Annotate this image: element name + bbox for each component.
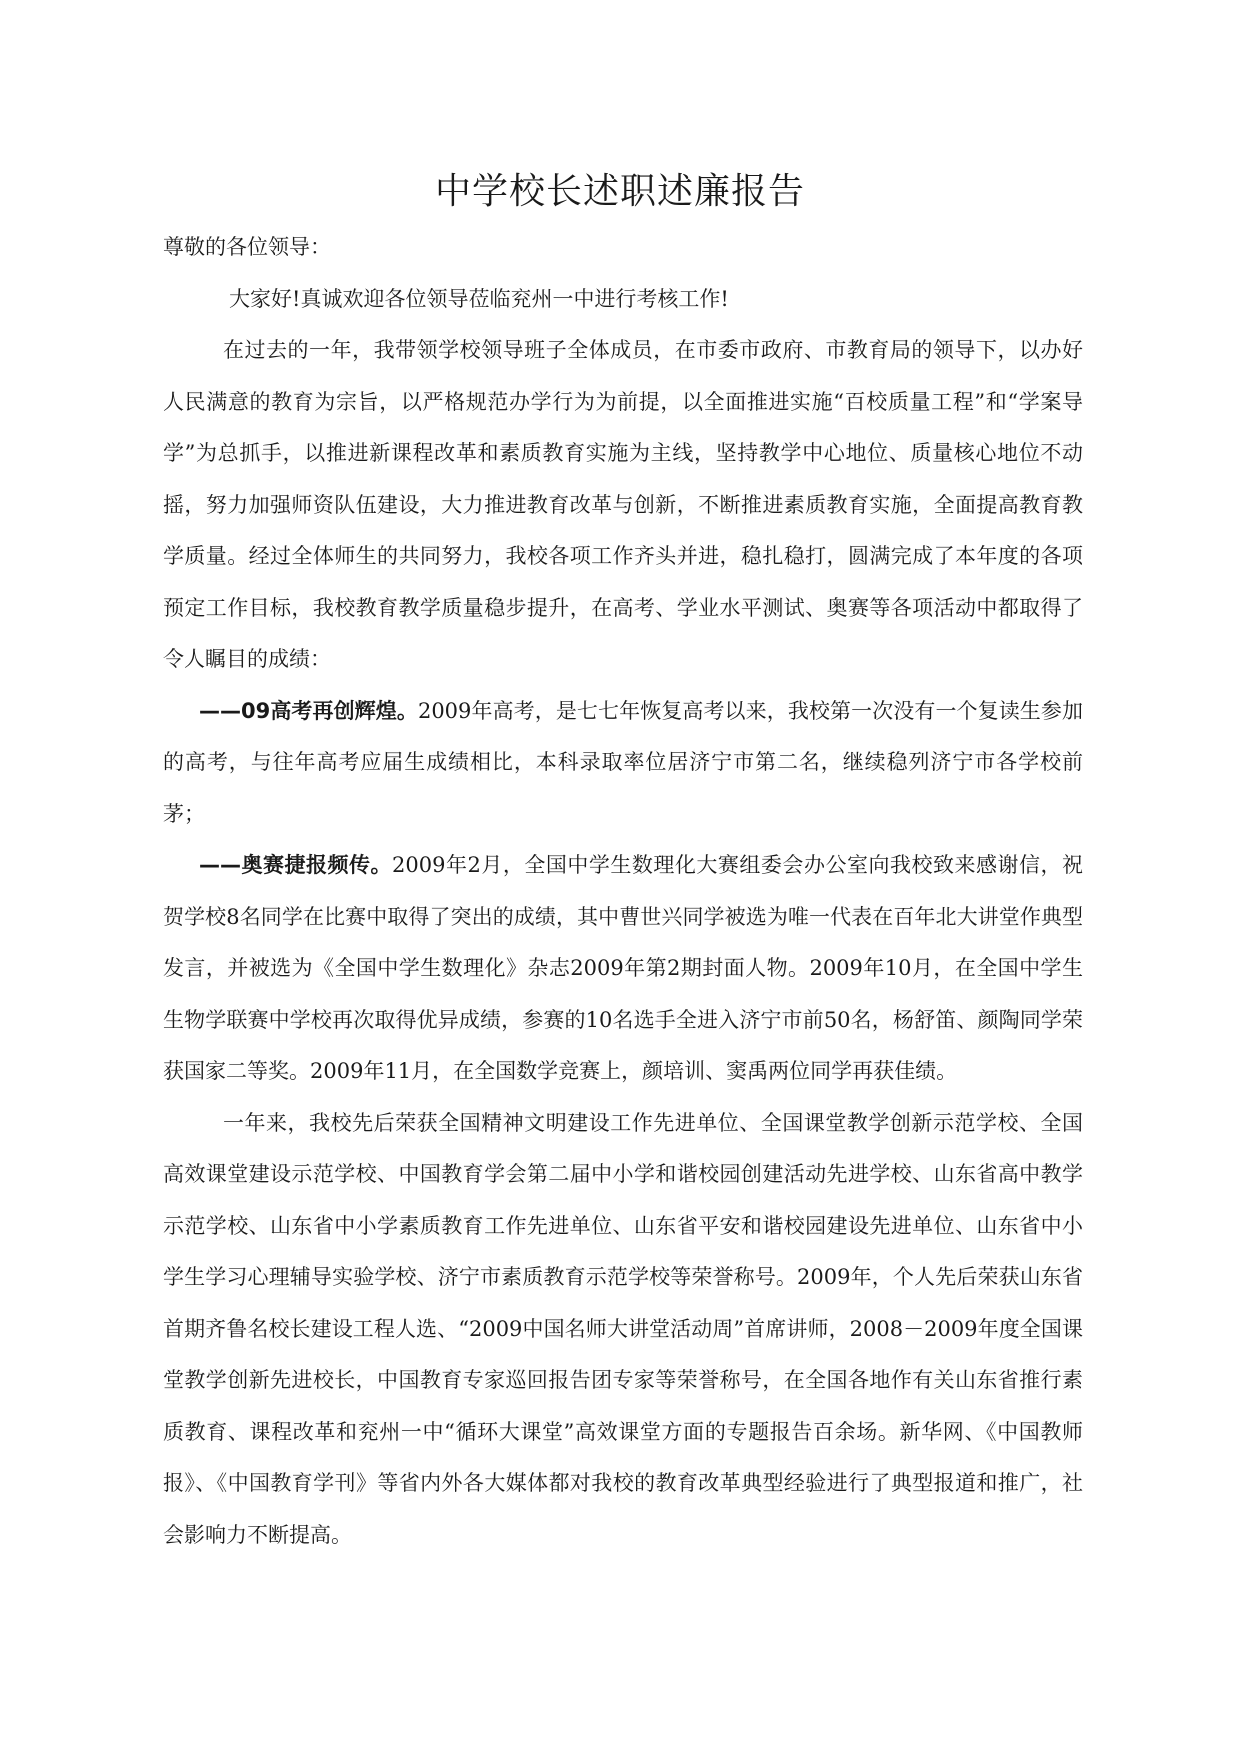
olympiad-heading: ——奥赛捷报频传。 — [199, 853, 393, 877]
honors-paragraph: 一年来，我校先后荣获全国精神文明建设工作先进单位、全国课堂教学创新示范学校、全国高效课堂建设示范学校、中国教育学会第二届中小学和谐校园创建活动先进学校、山东省高中教学示范学校、山东省中小学素质教育工作先进单位、山东省平安和谐校园建设先进单位、山东省中小学生学习心理辅导实验学校、济宁市素质教育示范学校等荣誉称号。2009年，个人先后荣获山东省首期齐鲁名校长建设工程人选、“2009中国名师大讲堂活动周”首席讲师，2008－2009年度全国课堂教学创新先进校长，中国教育专家巡回报告团专家等荣誉称号，在全国各地作有关山东省推行素质教育、课程改革和兖州一中“循环大课堂”高效课堂方面的专题报告百余场。新华网、《中国教师报》、《中国教育学刊》等省内外各大媒体都对我校的教育改革典型经验进行了典型报道和推广，社会影响力不断提高。 — [163, 1110, 1083, 1547]
document-body — [163, 222, 1083, 1561]
intro-paragraph: 在过去的一年，我带领学校领导班子全体成员，在市委市政府、市教育局的领导下，以办好人民满意的教育为宗旨，以严格规范办学行为为前提，以全面推进实施“百校质量工程”和“学案导学”为总抓手，以推进新课程改革和素质教育实施为主线，坚持教学中心地位、质量核心地位不动摇，努力加强师资队伍建设，大力推进教育改革与创新，不断推进素质教育实施，全面提高教育教学质量。经过全体师生的共同努力，我校各项工作齐头并进，稳扎稳打，圆满完成了本年度的各项预定工作目标，我校教育教学质量稳步提升，在高考、学业水平测试、奥赛等各项活动中都取得了令人瞩目的成绩： — [163, 338, 1083, 671]
salutation: 尊敬的各位领导： — [163, 235, 331, 259]
greeting-paragraph: 大家好!真诚欢迎各位领导莅临兖州一中进行考核工作! — [229, 286, 729, 311]
document-title: 中学校长述职述廉报告 — [434, 171, 805, 212]
olympiad-text: 2009年2月，全国中学生数理化大赛组委会办公室向我校致来感谢信，祝贺学校8名同学在比赛中取得了突出的成绩，其中曹世兴同学被选为唯一代表在百年北大讲堂作典型发言，并被选为《全国中学生数理化》杂志2009年第2期封面人物。2009年10月，在全国中学生生物学联赛中学校再次取得优异成绩，参赛的10名选手全进入济宁市前50名，杨舒笛、颜陶同学荣获国家二等奖。2009年11月，在全国数学竞赛上，颜培训、窦禹两位同学再获佳绩。 — [163, 853, 1083, 1083]
gaokao-text: 2009年高考，是七七年恢复高考以来，我校第一次没有一个复读生参加的高考，与往年高考应届生成绩相比，本科录取率位居济宁市第二名，继续稳列济宁市各学校前茅； — [163, 698, 1083, 826]
gaokao-paragraph — [163, 686, 1083, 841]
gaokao-heading: ——09高考再创辉煌。 — [199, 698, 418, 723]
olympiad-paragraph — [163, 840, 1083, 1098]
